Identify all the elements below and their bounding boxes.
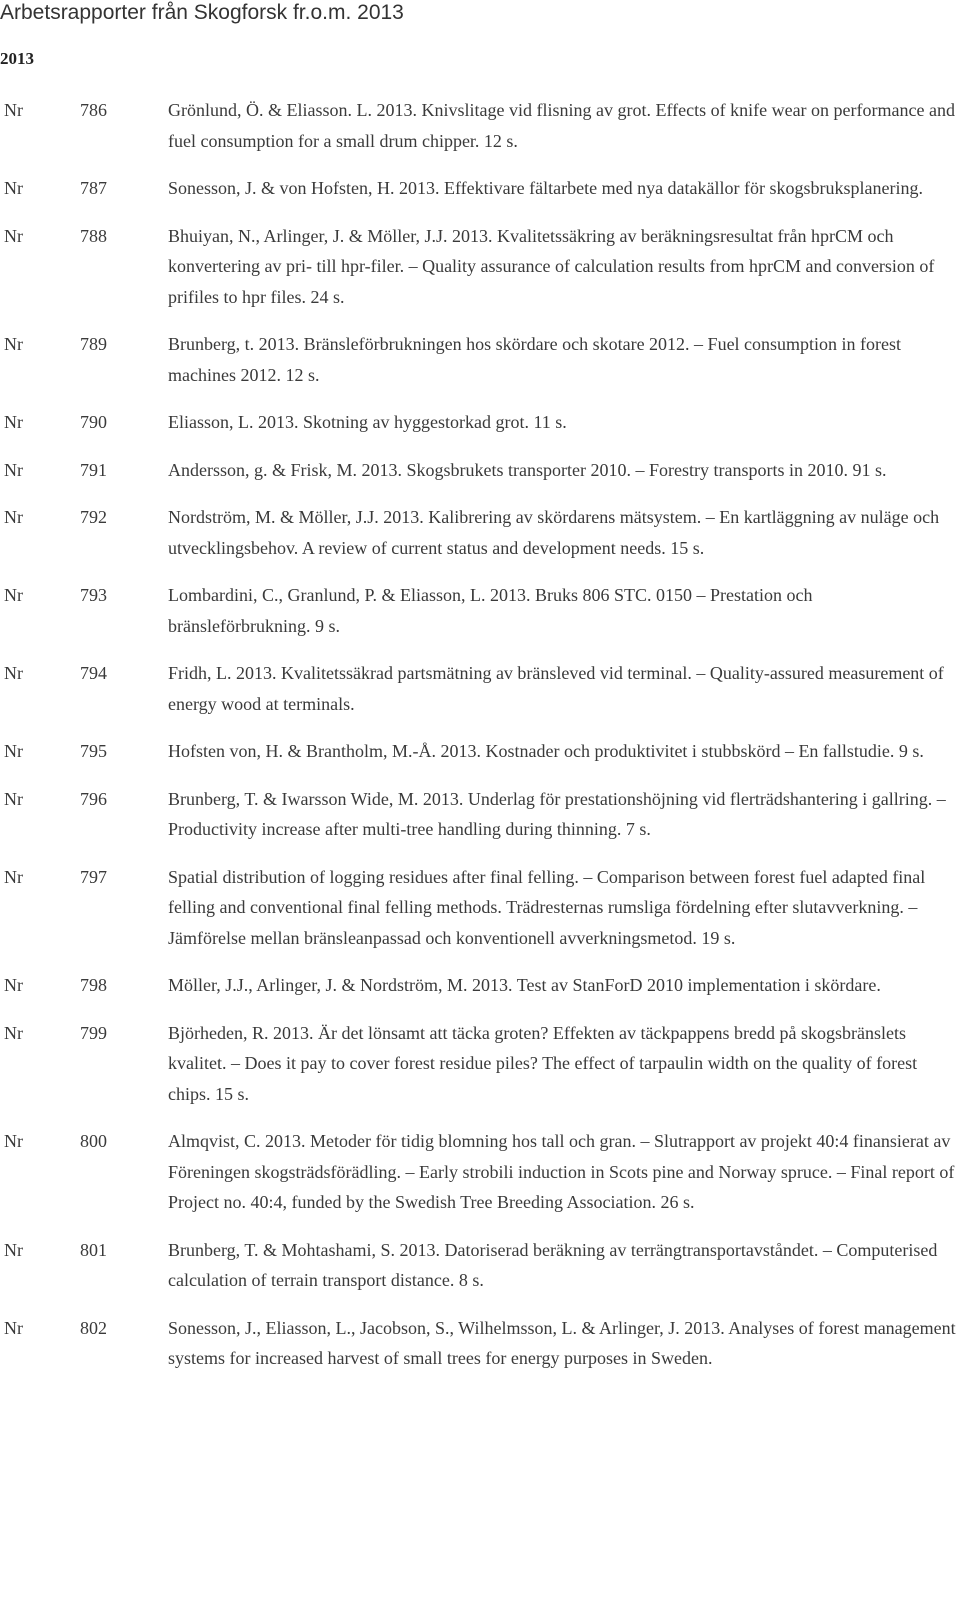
entry-number: 801 [80,1239,107,1260]
report-entry [0,658,960,719]
report-entry [0,1126,960,1218]
entry-prefix: Nr [4,1131,23,1151]
entry-number: 796 [80,788,107,809]
entry-prefix: Nr [4,788,23,809]
entry-number: 789 [80,334,107,354]
report-entry [0,1235,960,1296]
entry-citation: Sonesson, J. & von Hofsten, H. 2013. Effektivare fältarbete med nya datakällor för skogsbruksplanering. [168,178,923,198]
entry-citation: Lombardini, C., Granlund, P. & Eliasson, L. 2013. Bruks 806 STC. 0150 – Prestation och bränsleförbrukning. 9 s. [168,585,813,636]
report-entry [0,736,960,767]
entry-number: 797 [80,866,107,887]
entry-prefix: Nr [4,975,23,995]
report-entry [0,502,960,563]
report-entry [0,784,960,845]
entry-number: 799 [80,1022,107,1043]
entry-number: 791 [80,459,107,480]
entry-prefix: Nr [4,1317,23,1338]
entry-citation: Möller, J.J., Arlinger, J. & Nordström, M. 2013. Test av StanForD 2010 implementation i skördare. [168,975,881,995]
entry-prefix: Nr [4,663,23,683]
entry-citation: Björheden, R. 2013. Är det lönsamt att täcka groten? Effekten av täckpappens bredd på skogsbränslets kvalitet. – Does it pay to cover forest residue piles? The effect of tarpaulin width on the quality of forest chips. 15 s. [168,1022,918,1104]
entry-citation: Eliasson, L. 2013. Skotning av hyggestorkad grot. 11 s. [168,412,567,432]
entry-citation: Andersson, g. & Frisk, M. 2013. Skogsbrukets transporter 2010. – Forestry transports in 2010. 91 s. [168,459,887,480]
entry-number: 794 [80,663,107,683]
entry-number: 795 [80,741,107,761]
entry-citation: Brunberg, T. & Mohtashami, S. 2013. Datoriserad beräkning av terrängtransportavståndet. – Computerised calculation of terrain transport distance. 8 s. [168,1239,938,1290]
entry-citation: Spatial distribution of logging residues after final felling. – Comparison between forest fuel adapted final felling and conventional final felling methods. Trädresternas rumsliga fördelning efter slutavverkning. – Jämförelse mellan bränsleanpassad och konventionell avverkningsmetod. 19 s. [168,866,926,948]
entry-prefix: Nr [4,100,23,120]
entry-citation: Nordström, M. & Möller, J.J. 2013. Kalibrering av skördarens mätsystem. – En kartläggning av nuläge och utvecklingsbehov. A review of current status and development needs. 15 s. [168,507,940,558]
entry-number: 792 [80,507,107,527]
entry-number: 787 [80,178,107,198]
report-entry [0,455,960,486]
entry-number: 800 [80,1131,107,1151]
entry-number: 798 [80,975,107,995]
report-list [0,95,960,1391]
report-entry [0,329,960,390]
entry-prefix: Nr [4,225,23,246]
entry-prefix: Nr [4,507,23,527]
report-entry [0,407,960,438]
report-entry [0,580,960,641]
entry-prefix: Nr [4,334,23,354]
entry-prefix: Nr [4,412,23,432]
report-entry [0,95,960,156]
report-entry [0,221,960,313]
entry-citation: Grönlund, Ö. & Eliasson. L. 2013. Knivslitage vid flisning av grot. Effects of knife wear on performance and fuel consumption for a small drum chipper. 12 s. [168,100,955,151]
entry-citation: Almqvist, C. 2013. Metoder för tidig blomning hos tall och gran. – Slutrapport av projekt 40:4 finansierat av Föreningen skogsträdsförädling. – Early strobili induction in Scots pine and Norway spruce. – Final report of Project no. 40:4, funded by the Swedish Tree Breeding Association. 26 s. [168,1131,955,1212]
entry-prefix: Nr [4,459,23,480]
report-entry [0,173,960,204]
entry-prefix: Nr [4,1239,23,1260]
entry-prefix: Nr [4,741,23,761]
entry-prefix: Nr [4,1022,23,1043]
entry-citation: Brunberg, T. & Iwarsson Wide, M. 2013. Underlag för prestationshöjning vid flerträdshantering i gallring. – Productivity increase after multi-tree handling during thinning. 7 s. [168,788,946,839]
report-entry [0,1018,960,1110]
entry-number: 793 [80,585,107,605]
report-entry [0,1313,960,1374]
entry-citation: Brunberg, t. 2013. Bränsleförbrukningen hos skördare och skotare 2012. – Fuel consumption in forest machines 2012. 12 s. [168,334,902,385]
entry-number: 788 [80,225,107,246]
entry-number: 786 [80,100,107,120]
entry-number: 802 [80,1317,107,1338]
entry-citation: Bhuiyan, N., Arlinger, J. & Möller, J.J. 2013. Kvalitetssäkring av beräkningsresultat från hprCM och konvertering av pri- till hpr-filer. – Quality assurance of calculation results from hprCM and conversion of prifiles to hpr files. 24 s. [168,225,935,307]
page-title: Arbetsrapporter från Skogforsk fr.o.m. 2013 [0,1,404,24]
entry-prefix: Nr [4,866,23,887]
year-heading: 2013 [0,49,34,68]
entry-prefix: Nr [4,585,23,605]
entry-citation: Sonesson, J., Eliasson, L., Jacobson, S., Wilhelmsson, L. & Arlinger, J. 2013. Analyses of forest management systems for increased harvest of small trees for energy purposes in Sweden. [168,1317,956,1368]
entry-number: 790 [80,412,107,432]
entry-prefix: Nr [4,178,23,198]
report-entry [0,862,960,954]
entry-citation: Fridh, L. 2013. Kvalitetssäkrad partsmätning av bränsleved vid terminal. – Quality-assured measurement of energy wood at terminals. [168,663,944,714]
report-entry [0,970,960,1001]
entry-citation: Hofsten von, H. & Brantholm, M.-Å. 2013. Kostnader och produktivitet i stubbskörd – En fallstudie. 9 s. [168,741,924,761]
